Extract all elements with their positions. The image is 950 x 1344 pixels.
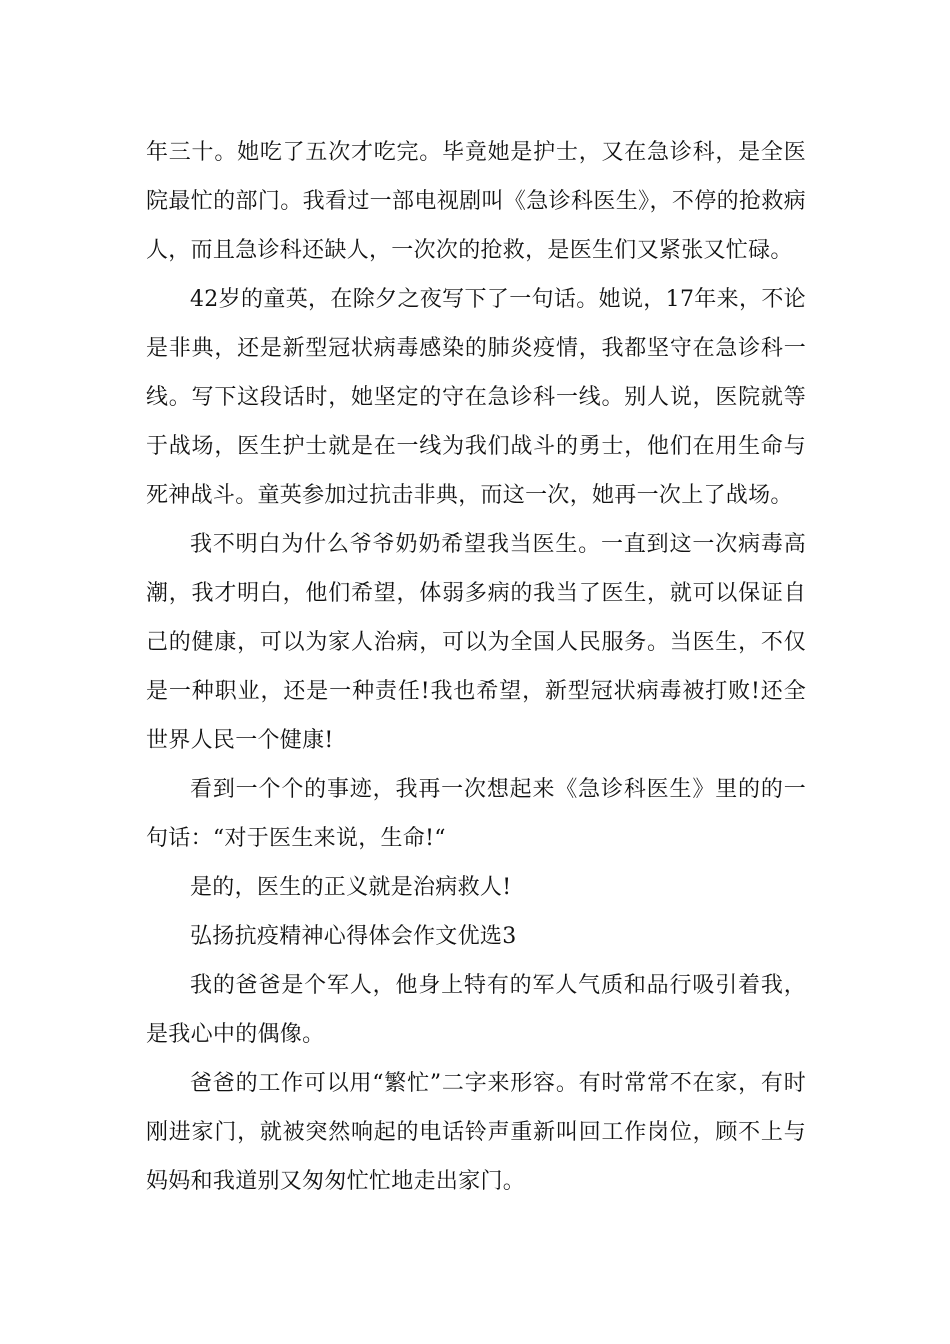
paragraph-quote: 看到一个个的事迹，我再一次想起来《急诊科医生》里的的一句话：“对于医生来说，生命!“ (146, 777, 806, 851)
paragraph-justice: 是的，医生的正义就是治病救人! (190, 875, 512, 900)
paragraph-continuation: 年三十。她吃了五次才吃完。毕竟她是护士，又在急诊科，是全医院最忙的部门。我看过一部电视剧叫《急诊科医生》，不停的抢救病人，而且急诊科还缺人，一次次的抢救，是医生们又紧张又忙碌。 (146, 140, 806, 263)
paragraph-tong-ying: 42岁的童英，在除夕之夜写下了一句话。她说，17年来，不论是非典，还是新型冠状病毒感染的肺炎疫情，我都坚守在急诊科一线。写下这段话时，她坚定的守在急诊科一线。别人说，医院就等于战场，医生护士就是在一线为我们战斗的勇士，他们在用生命与死神战斗。童英参加过抗击非典，而这一次，她再一次上了战场。 (146, 287, 806, 508)
paragraph-father-busy: 爸爸的工作可以用“繁忙”二字来形容。有时常常不在家，有时刚进家门，就被突然响起的电话铃声重新叫回工作岗位，顾不上与妈妈和我道别又匆匆忙忙地走出家门。 (146, 1071, 806, 1194)
section-heading: 弘扬抗疫精神心得体会作文优选3 (190, 924, 517, 949)
paragraph-father-soldier: 我的爸爸是个军人，他身上特有的军人气质和品行吸引着我，是我心中的偶像。 (146, 973, 806, 1047)
document-body (146, 128, 806, 1206)
paragraph-grandparents-hope: 我不明白为什么爷爷奶奶希望我当医生。一直到这一次病毒高潮，我才明白，他们希望，体弱多病的我当了医生，就可以保证自己的健康，可以为家人治病，可以为全国人民服务。当医生，不仅是一种职业，还是一种责任!我也希望，新型冠状病毒被打败!还全世界人民一个健康! (146, 532, 806, 753)
